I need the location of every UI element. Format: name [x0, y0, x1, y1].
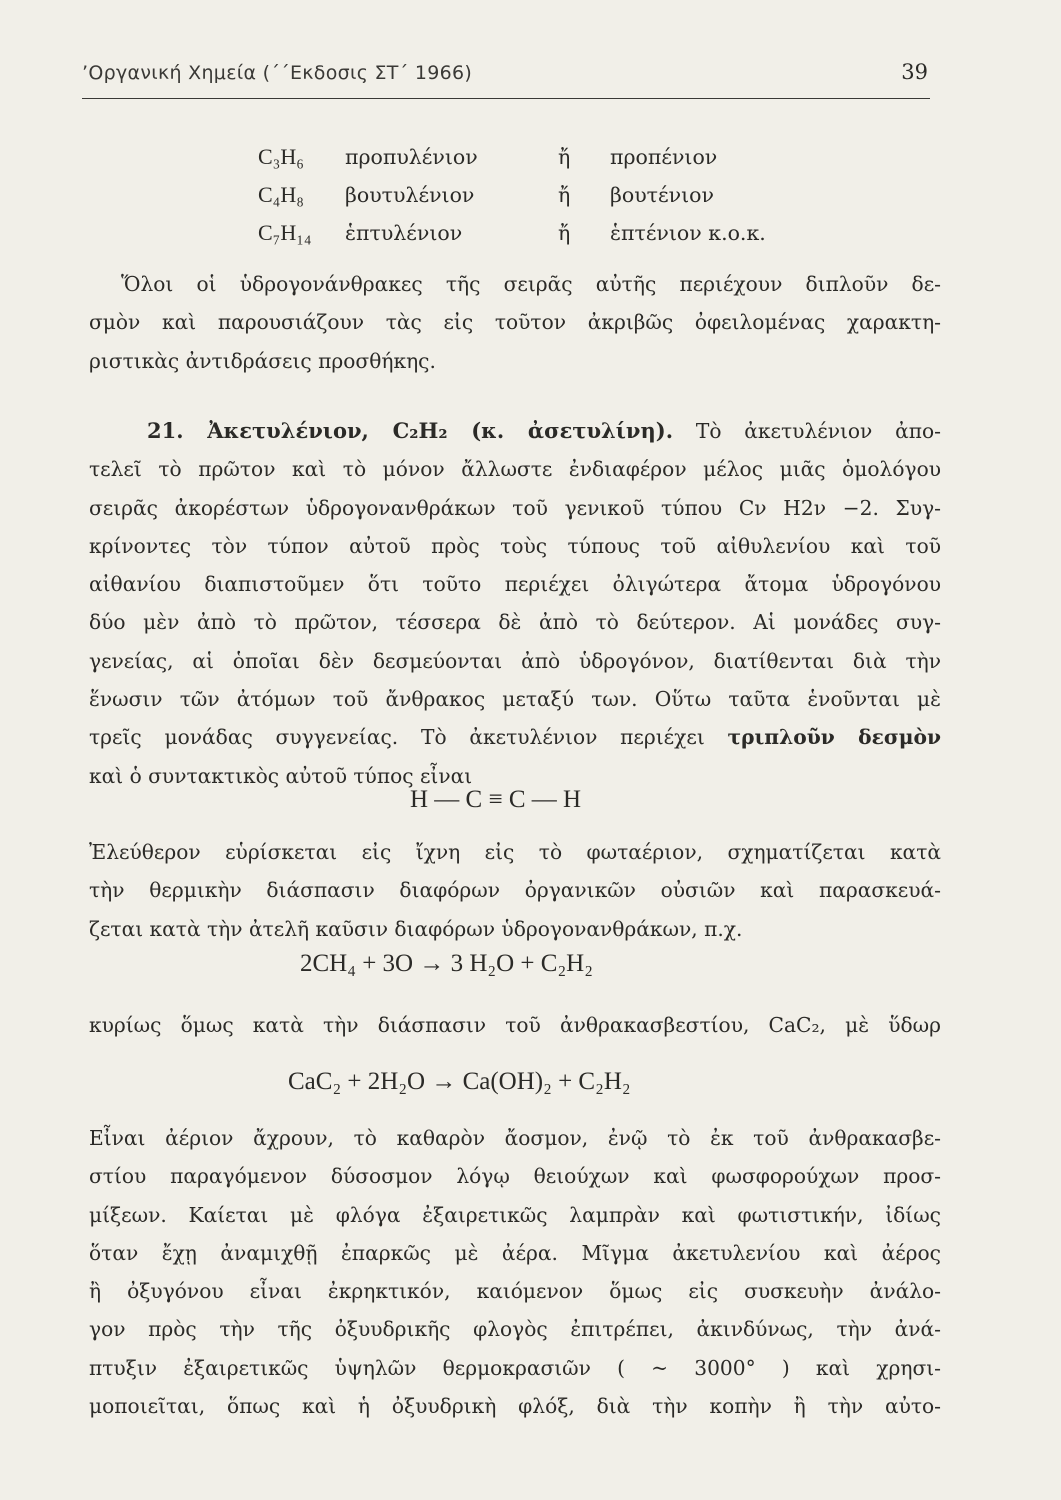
text-line-with-bold [89, 718, 941, 756]
or-word: ἤ [558, 145, 571, 169]
section-heading: 21. Ἀκετυλένιον, C₂H₂ (κ. ἀσετυλίνη). [147, 418, 674, 443]
text-line: ἕνωσιν τῶν ἀτόμων τοῦ ἄνθρακος μεταξύ των. Οὕτω ταῦτα ἑνοῦνται μὲ [89, 687, 941, 712]
text-line: ὅταν ἔχῃ ἀναμιχθῇ ἐπαρκῶς μὲ ἀέρα. Μῖγμα ἀκετυλενίου καὶ ἀέρος [89, 1240, 941, 1265]
running-title: ’Οργανική Χημεία (΄΄Εκδοσις ΣΤ΄ 1966) [82, 62, 473, 84]
text-line: γον πρὸς τὴν τῆς ὀξυυδρικῆς φλογὸς ἐπιτρέπει, ἀκινδύνως, τὴν ἀνά- [89, 1317, 941, 1342]
text-line: Ὅλοι οἱ ὑδρογονάνθρακες τῆς σειρᾶς αὐτῆς περιέχουν διπλοῦν δε- [121, 272, 941, 296]
text-line: τελεῖ τὸ πρῶτον καὶ τὸ μόνον ἄλλωστε ἐνδιαφέρον μέλος μιᾶς ὁμολόγου [89, 457, 941, 482]
formula: C₇H₁₄ [258, 220, 312, 245]
text-line: σμὸν καὶ παρουσιάζουν τὰς εἰς τοῦτον ἀκριβῶς ὀφειλομένας χαρακτη- [89, 310, 941, 335]
text-line: καὶ ὁ συντακτικὸς αὐτοῦ τύπος εἶναι [89, 763, 473, 788]
text-line: ριστικὰς ἀντιδράσεις προσθήκης. [89, 348, 436, 373]
section-21 [89, 412, 941, 795]
paragraph-3 [89, 833, 941, 948]
text-line: αἰθανίου διαπιστοῦμεν ὅτι τοῦτο περιέχει ὀλιγώτερα ἄτομα ὑδρογόνου [89, 572, 941, 597]
compound-name: προπυλένιον [345, 145, 478, 169]
text-line: στίου παραγόμενον δύσοσμον λόγῳ θειούχων καὶ φωσφορούχων προσ- [89, 1164, 941, 1189]
formula: C₄H₈ [258, 182, 304, 207]
text-line: τρεῖς μονάδας συγγενείας. Τὸ ἀκετυλένιον περιέχει [89, 725, 705, 750]
bold-phrase: τριπλοῦν δεσμὸν [727, 725, 941, 750]
paragraph-mid [89, 1006, 941, 1044]
text-line: σειρᾶς ἀκορέστων ὑδρογονανθράκων τοῦ γενικοῦ τύπου Cν H2ν −2. Συγ- [89, 495, 941, 520]
text-line: πτυξιν ἐξαιρετικῶς ὑψηλῶν θερμοκρασιῶν ( ~ 3000° ) καὶ χρησι- [89, 1355, 941, 1380]
compound-name: ἑπτυλένιον [345, 221, 463, 245]
text-line: κρίνοντες τὸν τύπον αὐτοῦ πρὸς τοὺς τύπους τοῦ αἰθυλενίου καὶ τοῦ [89, 533, 941, 558]
text-line: μοποιεῖται, ὅπως καὶ ἡ ὀξυυδρικὴ φλόξ, διὰ τὴν κοπὴν ἢ τὴν αὐτο- [89, 1394, 941, 1419]
page-header [82, 58, 930, 99]
text-line: ἢ ὀξυγόνου εἶναι ἐκρηκτικόν, καιόμενον ὅμως εἰς συσκευὴν ἀνάλο- [89, 1279, 941, 1304]
or-word: ἤ [558, 221, 571, 245]
compound-name: βουτυλένιον [345, 183, 475, 207]
equation-1: 2CH₄ + 3O → 3 H₂O + C₂H₂ [300, 950, 593, 977]
paragraph-1 [89, 265, 941, 380]
text-line: Τὸ ἀκετυλένιον ἀπο- [695, 419, 942, 443]
compound-alt-name: βουτένιον [610, 183, 714, 207]
text-line: κυρίως ὅμως κατὰ τὴν διάσπασιν τοῦ ἀνθρακασβεστίου, CaC₂, μὲ ὕδωρ [89, 1013, 941, 1037]
page-number: 39 [901, 60, 928, 84]
equation-2: CaC₂ + 2H₂O → Ca(OH)₂ + C₂H₂ [288, 1068, 631, 1095]
compound-alt-name: ἑπτένιον κ.ο.κ. [610, 221, 766, 245]
text-line: Ἐλεύθερον εὑρίσκεται εἰς ἴχνη εἰς τὸ φωταέριον, σχηματίζεται κατὰ [89, 840, 941, 864]
section-first-line [89, 412, 941, 450]
text-line: γενείας, αἱ ὁποῖαι δὲν δεσμεύονται ἀπὸ ὑδρογόνον, διατίθενται διὰ τὴν [89, 648, 941, 673]
text-line: Εἶναι ἀέριον ἄχρουν, τὸ καθαρὸν ἄοσμον, ἐνῷ τὸ ἐκ τοῦ ἀνθρακασβε- [89, 1126, 941, 1150]
text-line: τὴν θερμικὴν διάσπασιν διαφόρων ὀργανικῶν οὐσιῶν καὶ παρασκευά- [89, 878, 941, 903]
text-line: μίξεων. Καίεται μὲ φλόγα ἐξαιρετικῶς λαμπρὰν καὶ φωτιστικήν, ἰδίως [89, 1202, 941, 1227]
structural-formula: H — C ≡ C — H [410, 786, 582, 813]
text-line: δύο μὲν ἀπὸ τὸ πρῶτον, τέσσερα δὲ ἀπὸ τὸ δεύτερον. Αἱ μονάδες συγ- [89, 610, 941, 635]
paragraph-4 [89, 1119, 941, 1425]
or-word: ἤ [558, 183, 571, 207]
compound-alt-name: προπένιον [610, 145, 718, 169]
formula: C₃H₆ [258, 144, 304, 169]
text-line: ζεται κατὰ τὴν ἀτελῆ καῦσιν διαφόρων ὑδρογονανθράκων, π.χ. [89, 916, 743, 941]
